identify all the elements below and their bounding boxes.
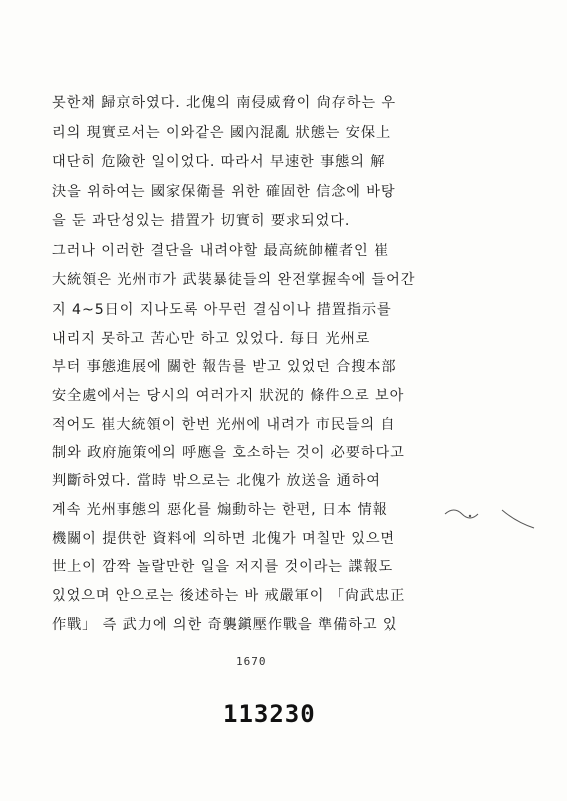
page-number: 1670 (236, 655, 267, 668)
text-line: 내리지 못하고 苦心만 하고 있었다. 每日 光州로 (52, 331, 371, 347)
text-line: 機關이 提供한 資料에 의하면 北傀가 며칠만 있으면 (52, 531, 396, 547)
text-line: 못한채 歸京하였다. 北傀의 南侵威脅이 尙存하는 우 (52, 95, 396, 111)
handwritten-mark (440, 500, 540, 530)
text-line: 지 4~5日이 지나도록 아무런 결심이나 措置指示를 (52, 302, 392, 318)
text-line: 계속 光州事態의 惡化를 煽動하는 한편, 日本 情報 (52, 502, 388, 518)
text-line: 리의 現實로서는 이와같은 國內混亂 狀態는 安保上 (52, 125, 392, 141)
text-line: 있었으며 안으로는 後述하는 바 戒嚴軍이 「尙武忠正 (52, 588, 406, 604)
text-line: 그러나 이러한 결단을 내려야할 最高統帥權者인 崔 (52, 243, 390, 259)
text-line: 作戰」 즉 武力에 의한 奇襲鎭壓作戰을 準備하고 있 (52, 617, 398, 633)
text-line: 부터 事態進展에 關한 報告를 받고 있었던 合搜本部 (52, 359, 397, 375)
text-line: 世上이 깜짝 놀랄만한 일을 저지를 것이라는 諜報도 (52, 559, 394, 575)
archive-number-stamp: 113230 (223, 700, 316, 728)
text-line: 安全處에서는 당시의 여러가지 狀況的 條件으로 보아 (52, 388, 405, 404)
text-line: 大統領은 光州市가 武裝暴徒들의 완전掌握속에 들어간 (52, 272, 416, 288)
text-line: 적어도 崔大統領이 한번 光州에 내려가 市民들의 自 (52, 417, 396, 433)
text-line: 判斷하였다. 當時 밖으로는 北傀가 放送을 通하여 (52, 473, 381, 489)
text-line: 대단히 危險한 일이었다. 따라서 早速한 事態의 解 (52, 154, 386, 170)
text-line: 制와 政府施策에의 呼應을 호소하는 것이 必要하다고 (52, 445, 405, 461)
text-line: 을 둔 과단성있는 措置가 切實히 要求되었다. (52, 213, 351, 229)
text-line: 決을 위하여는 國家保衛를 위한 確固한 信念에 바탕 (52, 184, 396, 200)
